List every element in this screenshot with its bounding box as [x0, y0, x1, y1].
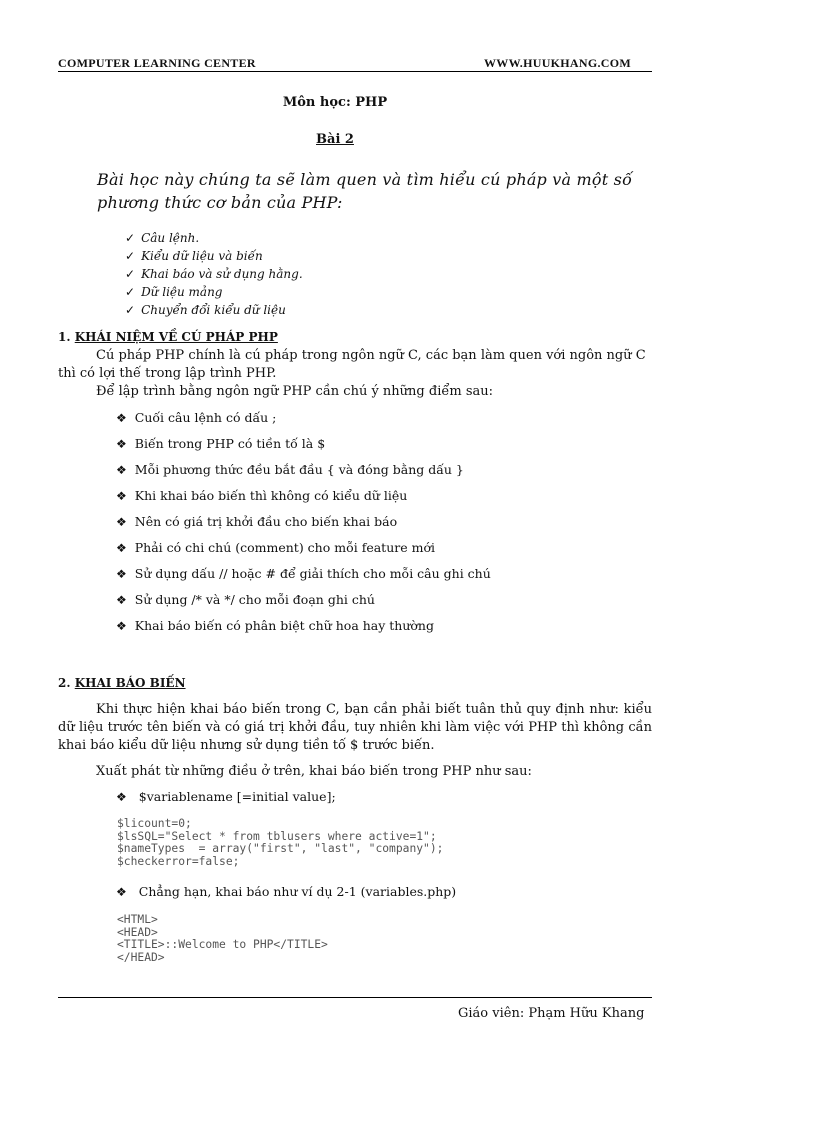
- section2-title: KHAI BÁO BIẾN: [74, 676, 186, 690]
- topic-item: ✓ Chuyển đổi kiểu dữ liệu: [125, 301, 303, 319]
- section1-title: KHÁI NIỆM VỀ CÚ PHÁP PHP: [74, 330, 278, 344]
- rule-item: ❖ Khai báo biến có phân biệt chữ hoa hay thường: [116, 618, 491, 644]
- subject-title: Môn học: PHP: [282, 95, 388, 110]
- syntax-rules-list: [116, 410, 491, 644]
- topic-item: ✓ Câu lệnh.: [125, 229, 303, 247]
- intro-text: Bài học này chúng ta sẽ làm quen và tìm hiểu cú pháp và một số phương thức cơ bản của PHP:: [97, 170, 633, 212]
- topic-list: [125, 229, 303, 319]
- syntax-line: $variablename [=initial value];: [138, 789, 336, 804]
- lesson-title: Bài 2: [316, 132, 354, 147]
- section2-paragraph: Khi thực hiện khai báo biến trong C, bạn cần phải biết tuân thủ quy định như: kiểu dữ liệu trước tên biến và có giá trị khởi đầu, tuy nhiên khi làm việc với PHP thì không cần khai báo kiểu dữ liệu nhưng sử dụng tiền tố $ trước biến.: [58, 702, 652, 753]
- syntax-bullet: [116, 789, 336, 804]
- section1-number: 1.: [58, 330, 71, 344]
- rule-item: ❖ Biến trong PHP có tiền tố là $: [116, 436, 491, 462]
- topic-item: ✓ Kiểu dữ liệu và biến: [125, 247, 303, 265]
- topic-item: ✓ Dữ liệu mảng: [125, 283, 303, 301]
- footer-rule: [58, 997, 652, 998]
- section2-paragraph-2: Xuất phát từ những điều ở trên, khai báo biến trong PHP như sau:: [96, 764, 532, 779]
- rule-item: ❖ Cuối câu lệnh có dấu ;: [116, 410, 491, 436]
- rule-item: ❖ Nên có giá trị khởi đầu cho biến khai báo: [116, 514, 491, 540]
- header-left: COMPUTER LEARNING CENTER: [58, 56, 256, 70]
- rule-item: ❖ Sử dụng /* và */ cho mỗi đoạn ghi chú: [116, 592, 491, 618]
- code-block-html: <HTML> <HEAD> <TITLE>::Welcome to PHP</TITLE> </HEAD>: [117, 913, 328, 965]
- section2-heading: [58, 676, 186, 690]
- rule-item: ❖ Phải có chi chú (comment) cho mỗi feature mới: [116, 540, 491, 566]
- header-right: WWW.HUUKHANG.COM: [484, 56, 632, 70]
- rule-item: ❖ Khi khai báo biến thì không có kiểu dữ liệu: [116, 488, 491, 514]
- header-rule: [58, 71, 652, 72]
- example-line: Chẳng hạn, khai báo như ví dụ 2-1 (variables.php): [138, 884, 457, 899]
- section1-paragraph-2: Để lập trình bằng ngôn ngữ PHP cần chú ý những điểm sau:: [96, 384, 493, 399]
- section1-paragraph: Cú pháp PHP chính là cú pháp trong ngôn ngữ C, các bạn làm quen với ngôn ngữ C thì có lợi thế trong lập trình PHP.: [58, 348, 646, 381]
- code-block-declarations: $licount=0; $lsSQL="Select * from tblusers where active=1"; $nameTypes = array("first", "last", "company"); $checkerror=false;: [117, 817, 444, 869]
- section1-heading: [58, 330, 278, 344]
- footer-teacher: Giáo viên: Phạm Hữu Khang: [458, 1006, 645, 1021]
- rule-item: ❖ Sử dụng dấu // hoặc # để giải thích cho mỗi câu ghi chú: [116, 566, 491, 592]
- section2-number: 2.: [58, 676, 71, 690]
- topic-item: ✓ Khai báo và sử dụng hằng.: [125, 265, 303, 283]
- example-bullet: [116, 884, 456, 899]
- rule-item: ❖ Mỗi phương thức đều bắt đầu { và đóng bằng dấu }: [116, 462, 491, 488]
